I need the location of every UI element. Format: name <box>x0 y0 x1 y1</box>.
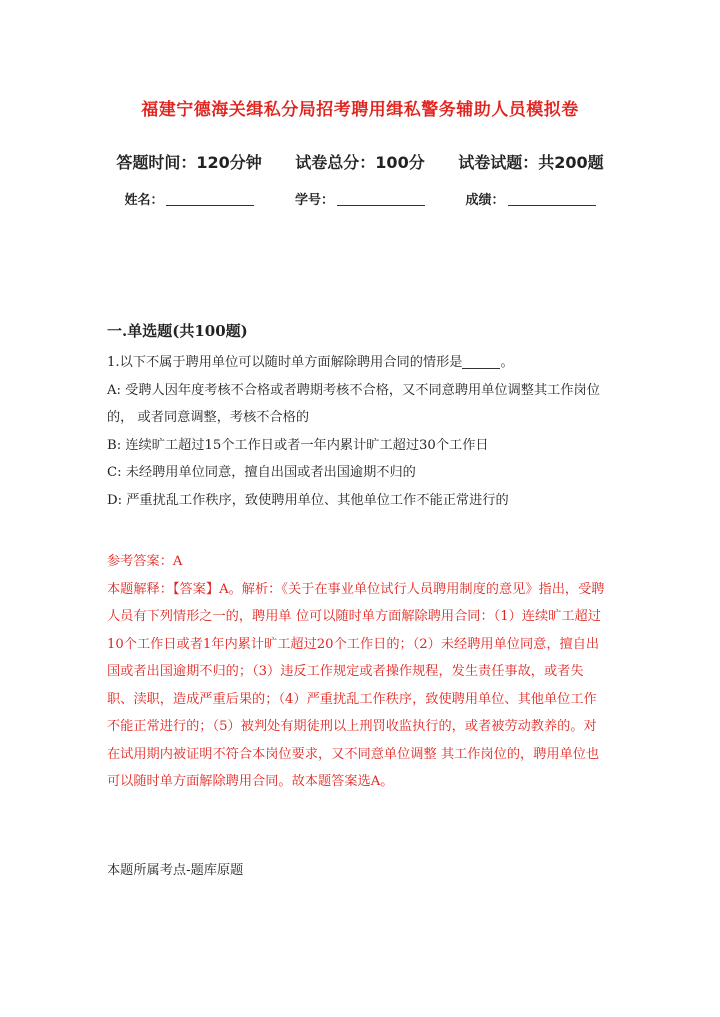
question-block <box>107 349 607 514</box>
id-field: 学号： <box>295 189 425 208</box>
section-heading: 一.单选题(共100题) <box>107 322 248 340</box>
option-b: B: 连续旷工超过15个工作日或者一年内累计旷工超过30个工作日 <box>107 437 489 453</box>
score-blank[interactable] <box>508 193 596 206</box>
exam-question-count: 试卷试题：共200题 <box>458 153 604 172</box>
exam-total-score: 试卷总分：100分 <box>295 153 425 172</box>
knowledge-point: 本题所属考点-题库原题 <box>107 863 244 878</box>
option-a: A: 受聘人因年度考核不合格或者聘期考核不合格，又不同意聘用单位调整其工作岗位的， 或者同意调整，考核不合格的 <box>107 382 600 425</box>
student-fields <box>0 189 720 208</box>
answer-blank <box>462 355 500 369</box>
answer-explanation: 本题解释：【答案】A。解析：《关于在事业单位试行人员聘用制度的意见》指出，受聘人员有下列情形之一的，聘用单 位可以随时单方面解除聘用合同：（1）连续旷工超过10个工作日或者1年内累计旷工超过20个工作日的；（2）未经聘用单位同意，擅自出国或者出国逾期不归的；（3）违反工作规定或者操作规程，发生责任事故，或者失 职、渎职，造成严重后果的；（4）严重扰乱工作秩序，致使聘用单位、其他单位工作不能正常进行的；（5）被判处有期徒刑以上刑罚收监执行的，或者被劳动教养的。对在试用期内被证明不符合本岗位要求，又不同意单位调整 其工作岗位的，聘用单位也可以随时单方面解除聘用合同。故本题答案选A。 <box>107 581 605 789</box>
name-field: 姓名： <box>124 189 254 208</box>
name-blank[interactable] <box>166 193 254 206</box>
answer-block <box>107 548 607 796</box>
option-d: D: 严重扰乱工作秩序，致使聘用单位、其他单位工作不能正常进行的 <box>107 492 509 508</box>
answer-label: 参考答案：A <box>107 554 183 569</box>
option-c: C: 未经聘用单位同意，擅自出国或者出国逾期不归的 <box>107 465 416 480</box>
page-title: 福建宁德海关缉私分局招考聘用缉私警务辅助人员模拟卷 <box>141 100 579 120</box>
exam-meta <box>0 150 720 173</box>
id-blank[interactable] <box>337 193 425 206</box>
question-stem: 1.以下不属于聘用单位可以随时单方面解除聘用合同的情形是 。 <box>107 355 514 370</box>
score-field: 成绩： <box>466 189 596 208</box>
exam-time: 答题时间：120分钟 <box>116 153 262 172</box>
